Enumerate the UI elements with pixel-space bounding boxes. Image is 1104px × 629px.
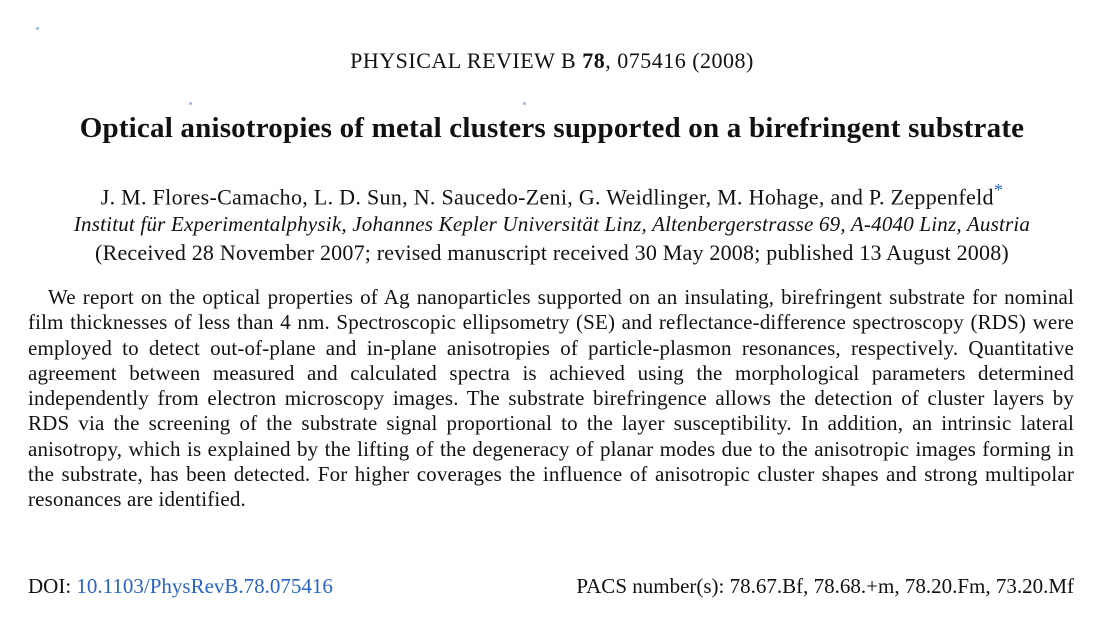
pacs-label: PACS number(s): — [576, 574, 730, 598]
scan-speck — [36, 27, 39, 30]
footer-row — [28, 574, 1074, 599]
author-list — [0, 180, 1104, 210]
pacs-numbers — [576, 574, 1074, 599]
doi-label: DOI: — [28, 574, 77, 598]
corresponding-author-link[interactable]: * — [993, 180, 1004, 200]
paper-title: Optical anisotropies of metal clusters supported on a birefringent substrate — [79, 112, 1025, 144]
journal-volume: 78 — [582, 48, 606, 73]
affiliation: Institut für Experimentalphysik, Johannes Kepler Universität Linz, Altenbergerstrasse 69, A-4040 Linz, Austria — [73, 212, 1031, 236]
author-names: J. M. Flores-Camacho, L. D. Sun, N. Saucedo-Zeni, G. Weidlinger, M. Hohage, and P. Zeppenfeld — [100, 184, 994, 210]
journal-name: PHYSICAL REVIEW B — [350, 48, 583, 73]
doi — [28, 574, 333, 599]
journal-header — [0, 48, 1104, 74]
pacs-values: 78.67.Bf, 78.68.+m, 78.20.Fm, 73.20.Mf — [729, 574, 1074, 598]
scan-speck — [523, 102, 526, 105]
scan-speck — [189, 102, 192, 105]
journal-article-year: , 075416 (2008) — [605, 48, 754, 73]
doi-link[interactable]: 10.1103/PhysRevB.78.075416 — [76, 574, 333, 598]
abstract: We report on the optical properties of Ag nanoparticles supported on an insulating, birefringent substrate for nominal film thicknesses of less than 4 nm. Spectroscopic ellipsometry (SE) and reflectance-difference spectroscopy (RDS) were employed to detect out-of-plane and in-plane anisotropies of particle-plasmon resonances, respectively. Quantitative agreement between measured and calculated spectra is achieved using the morphological parameters determined independently from electron microscopy images. The substrate birefringence allows the detection of cluster layers by RDS via the screening of the substrate signal proportional to the layer susceptibility. In addition, an intrinsic lateral anisotropy, which is explained by the lifting of the degeneracy of planar modes due to the anisotropic images forming in the substrate, has been detected. For higher coverages the influence of anisotropic cluster shapes and strong multipolar resonances are identified. — [28, 285, 1074, 512]
publication-dates: (Received 28 November 2007; revised manuscript received 30 May 2008; published 13 August 2008) — [95, 240, 1009, 265]
